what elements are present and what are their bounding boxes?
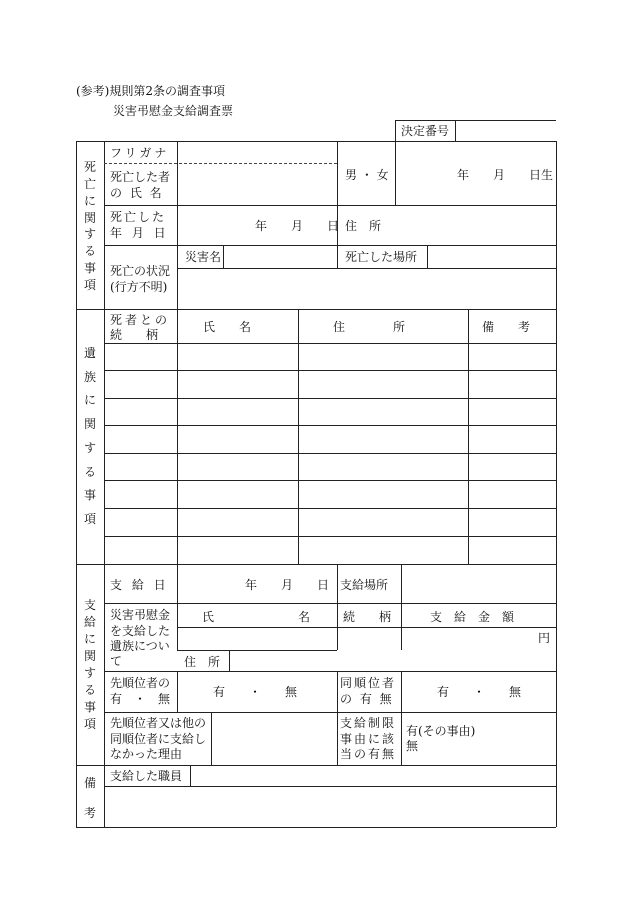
char: 項 [83, 717, 96, 731]
recipient-relation-field[interactable] [339, 629, 399, 649]
death-place-field[interactable] [429, 247, 554, 267]
family-paid-label-2: を支給した [110, 624, 171, 638]
recipient-name-field[interactable] [179, 629, 335, 649]
furigana-divider [104, 163, 337, 164]
line [177, 627, 556, 628]
reference-line: (参考)規則第2条の調査事項 [76, 84, 225, 98]
death-status-label-1: 死亡の状況 [110, 264, 171, 278]
same-rank-label-1: 同順位者 [340, 676, 397, 690]
line [104, 141, 105, 827]
death-date-value[interactable]: 年 月 日 [255, 219, 340, 233]
limit-value-no[interactable]: 無 [406, 739, 419, 753]
line [104, 343, 556, 344]
table-bottom [76, 827, 556, 828]
recipient-name-header: 氏 名 [202, 610, 311, 624]
char: 遺 [83, 346, 96, 360]
disaster-name-label: 災害名 [185, 250, 222, 264]
line [177, 309, 178, 564]
line [337, 141, 338, 205]
line [401, 671, 402, 765]
line [468, 309, 469, 564]
decision-number-field[interactable] [457, 122, 554, 140]
prior-rank-label-1: 先順位者の [110, 676, 171, 690]
line [190, 765, 191, 786]
char: 項 [83, 511, 96, 526]
char: る [83, 464, 96, 479]
line [104, 480, 556, 481]
line [104, 603, 556, 604]
limit-value-yes[interactable]: 有(その事由) [406, 724, 476, 738]
yen-unit: 円 [538, 631, 551, 645]
same-rank-value[interactable]: 有 ・ 無 [437, 685, 522, 699]
line [337, 205, 338, 268]
deceased-name-field[interactable] [179, 165, 335, 204]
char: 給 [83, 615, 96, 629]
table-left [76, 141, 77, 827]
char: 関 [83, 210, 96, 225]
char: 支 [83, 598, 96, 612]
disaster-name-field[interactable] [225, 247, 335, 267]
section-label-payment [78, 598, 102, 731]
line [104, 425, 556, 426]
recipient-address-label: 住 所 [184, 655, 221, 669]
family-paid-label-3: 遺族につい [110, 639, 170, 653]
char: 項 [83, 277, 96, 292]
section-label-family [78, 346, 102, 526]
line [337, 564, 338, 650]
line [427, 245, 428, 268]
line [177, 141, 178, 309]
remarks-field[interactable] [106, 788, 554, 826]
section-label-death [78, 160, 102, 292]
line [104, 671, 556, 672]
line [395, 120, 396, 141]
char: 事 [83, 700, 96, 714]
section-divider [76, 309, 556, 310]
char: 関 [83, 649, 96, 663]
line [298, 309, 299, 564]
furigana-label: フリガナ [110, 146, 170, 160]
char: る [83, 244, 96, 259]
line [223, 245, 224, 268]
reason-field[interactable] [213, 714, 335, 764]
prior-rank-label-2: 有 ・ 無 [110, 692, 171, 706]
section-divider [76, 765, 556, 766]
limit-label-3: 当の有無 [340, 747, 397, 761]
family-address-header: 住 所 [333, 320, 406, 334]
line [177, 564, 178, 650]
line [104, 508, 556, 509]
relation-header-2: 続 柄 [110, 328, 159, 342]
line [177, 650, 337, 651]
pay-place-label: 支給場所 [340, 578, 389, 592]
line [401, 564, 402, 650]
family-paid-label-1: 災害弔慰金 [110, 608, 171, 622]
deceased-name-label-1: 死亡した者 [110, 170, 171, 184]
pay-place-field[interactable] [403, 566, 554, 602]
prior-rank-value[interactable]: 有 ・ 無 [213, 685, 298, 699]
same-rank-label-2: の 有 無 [340, 692, 394, 706]
line [104, 370, 556, 371]
line [211, 712, 212, 765]
line [104, 205, 556, 206]
staff-label: 支給した職員 [110, 769, 183, 783]
line [104, 453, 556, 454]
relation-header-1: 死者との [110, 313, 171, 327]
limit-label-1: 支給制限 [340, 716, 397, 730]
death-status-label-2: (行方不明) [110, 280, 168, 294]
birth-date[interactable]: 年 月 日生 [457, 168, 554, 182]
sex-option[interactable]: 男 ・ 女 [345, 168, 389, 182]
death-date-label-2: 年 月 日 [110, 226, 169, 240]
recipient-address-field[interactable] [231, 652, 554, 670]
section-label-remarks-1: 備 [84, 776, 97, 790]
line [455, 120, 456, 141]
reason-label-2: 同順位者に支給し [110, 732, 207, 746]
decision-number-label: 決定番号 [401, 124, 450, 138]
line [104, 712, 556, 713]
char: す [83, 666, 96, 680]
line [395, 141, 396, 205]
address-field[interactable] [397, 207, 554, 244]
section-divider [76, 564, 556, 565]
deceased-name-label-2: の 氏 名 [110, 186, 164, 200]
address-label: 住 所 [345, 219, 382, 233]
char: 事 [83, 488, 96, 503]
section-label-remarks-2: 考 [84, 806, 97, 820]
pay-date-value[interactable]: 年 月 日 [245, 578, 330, 592]
reason-label-1: 先順位者又は他の [110, 716, 207, 730]
line [177, 268, 556, 269]
line [104, 245, 556, 246]
recipient-relation-header: 続 柄 [343, 610, 392, 624]
furigana-field[interactable] [179, 143, 335, 162]
family-paid-label-4: て [110, 654, 123, 668]
amount-header: 支 給 金 額 [430, 610, 515, 624]
line [104, 398, 556, 399]
death-date-label-1: 死亡した [110, 210, 167, 224]
limit-label-2: 事由に該 [340, 732, 397, 746]
line [104, 786, 556, 787]
char: す [83, 440, 96, 455]
staff-field[interactable] [192, 767, 554, 785]
char: に [83, 632, 96, 646]
char: 亡 [83, 176, 96, 191]
family-name-header: 氏 名 [203, 320, 252, 334]
char: に [83, 393, 96, 408]
family-remarks-header: 備 考 [482, 320, 531, 334]
reason-label-3: なかった理由 [110, 747, 183, 761]
table-right [556, 141, 557, 827]
char: に [83, 193, 96, 208]
char: す [83, 227, 96, 242]
char: 死 [83, 160, 96, 174]
char: 関 [83, 417, 96, 432]
char: 事 [83, 261, 96, 276]
line [177, 671, 178, 712]
line [395, 120, 556, 121]
line [229, 650, 230, 671]
line [104, 536, 556, 537]
char: る [83, 683, 96, 697]
pay-date-label: 支 給 日 [110, 578, 169, 592]
table-top [76, 141, 556, 142]
line [337, 671, 338, 765]
char: 族 [83, 369, 96, 384]
death-place-label: 死亡した場所 [345, 250, 418, 264]
death-status-field[interactable] [179, 270, 554, 307]
form-title: 災害弔慰金支給調査票 [113, 104, 234, 118]
